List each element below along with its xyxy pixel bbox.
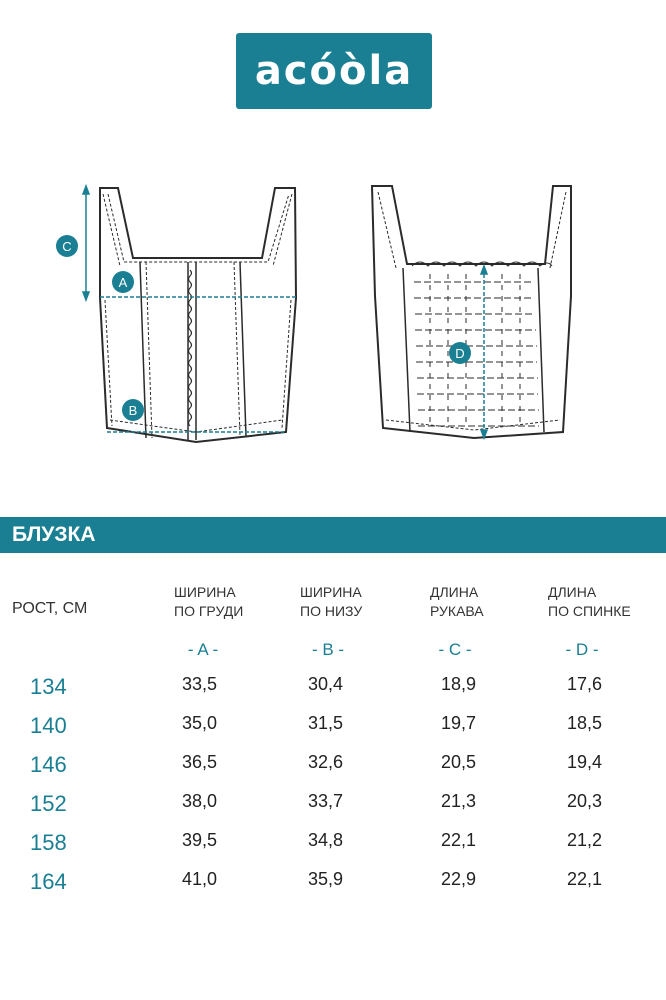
section-title: БЛУЗКА <box>12 523 96 546</box>
chest-width-cell: 33,5 <box>182 674 218 694</box>
marker-d <box>449 342 471 364</box>
sleeve-length-cell: 22,1 <box>441 830 477 850</box>
hem-width-cell: 30,4 <box>308 674 344 694</box>
table-row <box>0 674 666 710</box>
back-length-cell: 22,1 <box>567 869 603 889</box>
svg-text:D: D <box>455 346 465 361</box>
height-cell: 140 <box>30 713 67 738</box>
chest-width-cell: 35,0 <box>182 713 218 733</box>
sleeve-length-cell: 20,5 <box>441 752 477 772</box>
column-code-c: - C - <box>438 640 472 659</box>
table-row <box>0 791 666 827</box>
hem-width-cell: 34,8 <box>308 830 344 850</box>
section-header-band <box>0 517 666 553</box>
table-row <box>0 869 666 905</box>
column-header-line2: ПО НИЗУ <box>300 603 363 619</box>
marker-c <box>56 235 78 257</box>
brand-logo <box>236 33 432 109</box>
chest-width-cell: 41,0 <box>182 869 218 889</box>
column-code-b: - B - <box>311 640 345 659</box>
column-code-d: - D - <box>565 640 599 659</box>
column-header-line2: ПО СПИНКЕ <box>548 603 631 619</box>
svg-text:A: A <box>118 275 128 290</box>
svg-text:B: B <box>128 403 138 418</box>
back-length-cell: 19,4 <box>567 752 603 772</box>
marker-a <box>112 271 134 293</box>
back-length-cell: 17,6 <box>567 674 603 694</box>
column-code-a: - A - <box>187 640 219 659</box>
column-header-sleeve-length <box>430 583 484 621</box>
svg-text:C: C <box>62 239 72 254</box>
sleeve-length-cell: 19,7 <box>441 713 477 733</box>
table-row <box>0 830 666 866</box>
back-length-cell: 18,5 <box>567 713 603 733</box>
chest-width-cell: 36,5 <box>182 752 218 772</box>
chest-width-cell: 38,0 <box>182 791 218 811</box>
marker-b <box>122 399 144 421</box>
hem-width-cell: 31,5 <box>308 713 344 733</box>
height-cell: 158 <box>30 830 67 855</box>
height-cell: 164 <box>30 869 67 894</box>
size-column-label: РОСТ, СМ <box>12 600 88 617</box>
hem-width-cell: 35,9 <box>308 869 344 889</box>
garment-sketch <box>0 170 666 470</box>
height-cell: 152 <box>30 791 67 816</box>
column-header-line1: ШИРИНА <box>174 584 236 600</box>
hem-width-cell: 33,7 <box>308 791 344 811</box>
height-cell: 146 <box>30 752 67 777</box>
back-view-drawing <box>372 186 571 438</box>
sleeve-length-cell: 18,9 <box>441 674 477 694</box>
back-length-cell: 21,2 <box>567 830 603 850</box>
column-header-line2: РУКАВА <box>430 603 484 619</box>
table-row <box>0 713 666 749</box>
hem-width-cell: 32,6 <box>308 752 344 772</box>
column-header-line2: ПО ГРУДИ <box>174 603 244 619</box>
column-header-line1: ДЛИНА <box>548 584 597 600</box>
chest-width-cell: 39,5 <box>182 830 218 850</box>
column-header-hem-width <box>300 583 362 621</box>
brand-logo-text: acóòla <box>254 48 414 94</box>
height-cell: 134 <box>30 674 67 699</box>
sleeve-length-cell: 21,3 <box>441 791 477 811</box>
column-header-back-length <box>548 583 631 621</box>
column-header-line1: ШИРИНА <box>300 584 362 600</box>
column-header-line1: ДЛИНА <box>430 584 479 600</box>
back-length-cell: 20,3 <box>567 791 603 811</box>
table-row <box>0 752 666 788</box>
column-header-chest-width <box>174 583 243 621</box>
sleeve-length-cell: 22,9 <box>441 869 477 889</box>
